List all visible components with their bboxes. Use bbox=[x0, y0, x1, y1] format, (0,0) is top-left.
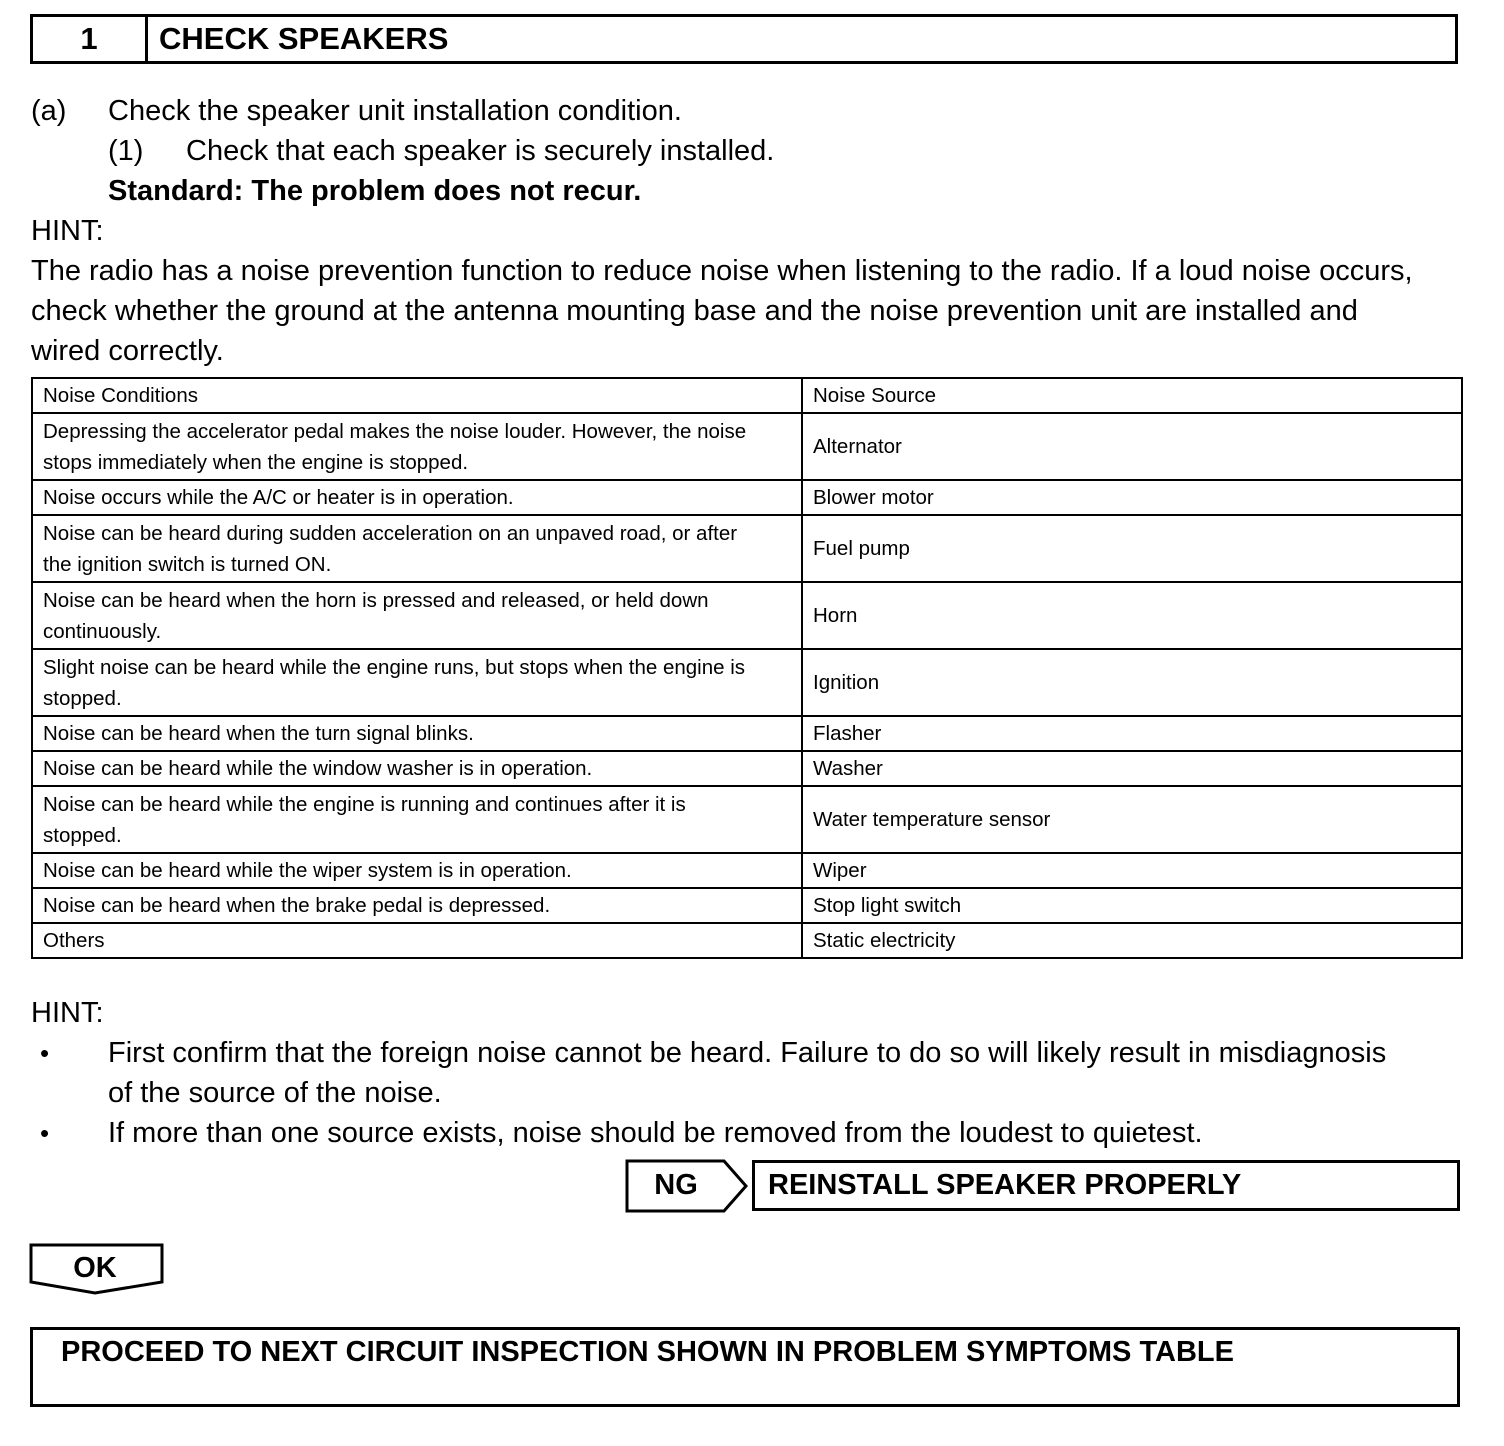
sub-a-marker: (a) bbox=[31, 95, 67, 127]
condition-cell: Noise can be heard when the brake pedal is depressed. bbox=[32, 888, 802, 923]
table-row bbox=[32, 413, 1462, 480]
step-title: CHECK SPEAKERS bbox=[159, 21, 449, 56]
sub-1-text: Check that each speaker is securely installed. bbox=[186, 135, 775, 167]
bullet-item-line: If more than one source exists, noise should be removed from the loudest to quietest. bbox=[108, 1117, 1203, 1149]
table-row bbox=[32, 923, 1462, 958]
table-row bbox=[32, 716, 1462, 751]
condition-cell: Noise can be heard while the window washer is in operation. bbox=[32, 751, 802, 786]
column-header-source: Noise Source bbox=[802, 378, 1462, 413]
step-number: 1 bbox=[33, 17, 148, 61]
hint-paragraph-line: The radio has a noise prevention function to reduce noise when listening to the radio. If a loud noise occurs, bbox=[31, 255, 1413, 287]
sub-1-marker: (1) bbox=[108, 135, 144, 167]
condition-cell: Noise can be heard when the turn signal blinks. bbox=[32, 716, 802, 751]
table-row bbox=[32, 888, 1462, 923]
condition-cell: Noise can be heard while the engine is running and continues after it is stopped. bbox=[32, 786, 802, 853]
condition-cell: Depressing the accelerator pedal makes the noise louder. However, the noise stops immediately when the engine is stopped. bbox=[32, 413, 802, 480]
source-cell: Ignition bbox=[802, 649, 1462, 716]
table-row bbox=[32, 853, 1462, 888]
bullet-item-line: First confirm that the foreign noise cannot be heard. Failure to do so will likely result in misdiagnosis bbox=[108, 1037, 1387, 1069]
step-header bbox=[30, 14, 1458, 64]
hint-label: HINT: bbox=[31, 997, 104, 1029]
condition-cell: Noise occurs while the A/C or heater is in operation. bbox=[32, 480, 802, 515]
source-cell: Static electricity bbox=[802, 923, 1462, 958]
table-row bbox=[32, 480, 1462, 515]
condition-cell: Noise can be heard during sudden acceleration on an unpaved road, or after the ignition switch is turned ON. bbox=[32, 515, 802, 582]
source-cell: Horn bbox=[802, 582, 1462, 649]
table-header-row bbox=[32, 378, 1462, 413]
source-cell: Fuel pump bbox=[802, 515, 1462, 582]
ng-action-box: REINSTALL SPEAKER PROPERLY bbox=[752, 1160, 1460, 1211]
hint-label: HINT: bbox=[31, 215, 104, 247]
sub-a-text: Check the speaker unit installation condition. bbox=[108, 95, 682, 127]
condition-cell: Noise can be heard while the wiper system is in operation. bbox=[32, 853, 802, 888]
noise-table bbox=[31, 377, 1463, 959]
table-row bbox=[32, 582, 1462, 649]
source-cell: Blower motor bbox=[802, 480, 1462, 515]
hint-paragraph-line: check whether the ground at the antenna mounting base and the noise prevention unit are installed and bbox=[31, 295, 1358, 327]
table-row bbox=[32, 649, 1462, 716]
bullet-icon: • bbox=[40, 1118, 50, 1148]
source-cell: Wiper bbox=[802, 853, 1462, 888]
ng-label: NG bbox=[654, 1168, 698, 1201]
source-cell: Washer bbox=[802, 751, 1462, 786]
standard-text: Standard: The problem does not recur. bbox=[108, 175, 642, 207]
proceed-box: PROCEED TO NEXT CIRCUIT INSPECTION SHOWN IN PROBLEM SYMPTOMS TABLE bbox=[30, 1327, 1460, 1407]
source-cell: Alternator bbox=[802, 413, 1462, 480]
source-cell: Water temperature sensor bbox=[802, 786, 1462, 853]
bullet-icon: • bbox=[40, 1038, 50, 1068]
source-cell: Flasher bbox=[802, 716, 1462, 751]
column-header-conditions: Noise Conditions bbox=[32, 378, 802, 413]
source-cell: Stop light switch bbox=[802, 888, 1462, 923]
condition-cell: Noise can be heard when the horn is pressed and released, or held down continuously. bbox=[32, 582, 802, 649]
bullet-item-line: of the source of the noise. bbox=[108, 1077, 442, 1109]
table-row bbox=[32, 786, 1462, 853]
table-row bbox=[32, 751, 1462, 786]
condition-cell: Slight noise can be heard while the engine runs, but stops when the engine is stopped. bbox=[32, 649, 802, 716]
hint-paragraph-line: wired correctly. bbox=[31, 335, 224, 367]
ok-label: OK bbox=[73, 1251, 117, 1284]
table-row bbox=[32, 515, 1462, 582]
condition-cell: Others bbox=[32, 923, 802, 958]
